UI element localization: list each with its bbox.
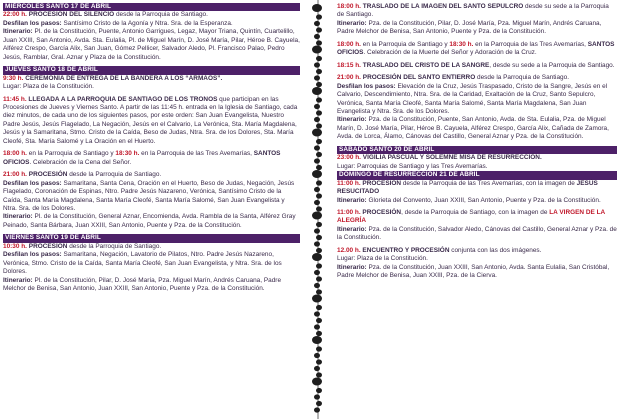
event-text: desde la Parroquia de Santiago. xyxy=(67,242,162,250)
date-header-viernes: VIERNES SANTO 19 DE ABRIL xyxy=(3,234,300,242)
rosary-bead-icon xyxy=(314,104,320,109)
rosary-bead-icon xyxy=(316,27,322,32)
rosary-bead-icon xyxy=(316,305,322,310)
itinerary-label: Itinerario: xyxy=(3,213,33,221)
rosary-bead-icon xyxy=(316,401,322,406)
rosary-bead-icon xyxy=(316,222,322,227)
event-time: 21:00 h. xyxy=(3,171,27,179)
event-vigilia-pascual xyxy=(337,154,617,171)
itinerary-label: Itinerario: xyxy=(337,225,367,233)
pasos-label: Desfilan los pasos: xyxy=(3,251,62,259)
event-text: en la Parroquia de las Tres Avemarías, xyxy=(139,150,254,158)
rosary-bead-icon xyxy=(316,263,322,268)
rosary-bead-icon xyxy=(316,331,322,336)
event-text: desde la Parroquia de Santiago. xyxy=(475,74,569,82)
rosary-bead-icon xyxy=(314,407,320,412)
event-text: desde la Parroquia de las Tres Avemarías, con la imagen de xyxy=(401,179,577,187)
rosary-bead-icon xyxy=(314,145,320,150)
rosary-bead-icon xyxy=(312,378,322,386)
pasos-text: Samaritana, Santa Cena, Oración en el Huerto, Beso de Judas, Negación, Jesús Flagelado, Coronación de Espinas, Ntro. Padre Jesús Nazareno, Verónica, Santísimo Cristo de la Caída, Santa María Magdalena, Santa María Cleofé, Santa María Salomé, San Juan Evangelista y Ntra. Sra. de los Dolores. xyxy=(3,179,295,212)
rosary-bead-icon xyxy=(312,336,322,344)
rosary-bead-icon xyxy=(316,346,322,351)
rosary-bead-icon xyxy=(316,206,322,211)
date-header-jueves: JUEVES SANTO 18 DE ABRIL xyxy=(3,66,300,74)
rosary-bead-icon xyxy=(316,318,322,323)
event-text: que participan en las Procesiones de Jueves y Viernes Santo. A partir de las 11:45 h. entrada en la Iglesia de Santiago, cada diez minutos, de cada uno de los siguientes pasos, por este orden: San Juan Evangelista, Nuestro Padre Jesús, Jesús Flagelado, La Negación, Jesús en el Calvario, La Verónica, Sta. María Magdalena, Jesús y la Samaritana, Stmo. Cristo de la Caída, Beso de Judas, Ntra. Sra. de los Dolores, Sta. María Cleofé, Sta. María Salomé y La Oración en el Huerto. xyxy=(3,95,298,145)
pasos-text: Santísimo Cristo de la Agonía y Ntra. Sra. de la Esperanza. xyxy=(61,19,233,27)
pasos-label: Desfilan los pasos: xyxy=(3,179,62,187)
event-time: 23:00 h. xyxy=(337,154,361,162)
pasos-label: Desfilan los pasos: xyxy=(337,82,396,90)
event-title: ENCUENTRO Y PROCESIÓN xyxy=(362,246,450,254)
rosary-bead-icon xyxy=(314,158,320,163)
rosary-bead-icon xyxy=(316,14,322,19)
event-title: SANTOS OFICIOS xyxy=(3,150,281,166)
rosary-bead-icon xyxy=(316,193,322,198)
event-title: VIGILIA PASCUAL Y SOLEMNE MISA DE RESURRECCIÓN. xyxy=(362,154,542,162)
event-image-name: JESÚS RESUCITADO xyxy=(337,179,598,196)
event-title: TRASLADO DEL CRISTO DE LA SANGRE xyxy=(362,61,490,69)
rosary-bead-icon xyxy=(312,170,322,178)
rosary-bead-icon xyxy=(314,62,320,67)
rosary-bead-icon xyxy=(314,283,320,288)
event-time: 9:30 h. xyxy=(3,74,24,82)
event-title: PROCESIÓN DEL SILENCIO xyxy=(28,11,115,19)
event-title: SANTOS OFICIOS xyxy=(337,40,615,57)
rosary-bead-icon xyxy=(312,46,322,54)
event-time: 12.00 h. xyxy=(337,246,361,254)
event-time: 11:00 h. xyxy=(337,179,361,187)
itinerary-text: Pza. de la Constitución, Puente, San Antonio, Avda. de Sta. Eulalia, Pza. de Miguel Marín, D. José María, Pilar, Héroe B. Cayuela, Alférez Crespo, García Alix, Cañada de Zamora, Avda. de Lorca, Álamo, Cánovas del Castillo, General Aznar y Pza. de la Constitución. xyxy=(337,116,609,141)
event-procesion-jueves xyxy=(3,171,300,230)
itinerary-label: Itinerario: xyxy=(337,116,367,124)
rosary-bead-icon xyxy=(314,228,320,233)
event-title: LLEGADA A LA PARROQUIA DE SANTIAGO DE LOS TRONOS xyxy=(28,95,218,103)
rosary-bead-icon xyxy=(316,235,322,240)
rosary-bead-icon xyxy=(316,97,322,102)
rosary-bead-icon xyxy=(316,165,322,170)
event-image-name: LA VIRGEN DE LA ALEGRÍA xyxy=(337,208,605,225)
pasos-text: Samaritana, Negación, Lavatorio de Pilatos, Ntro. Padre Jesús Nazareno, Verónica, Stmo. Cristo de la Caída, Santa María Cleofé, San Juan Evangelista, y Ntra. Sra. de los Dolores. xyxy=(3,251,282,276)
rosary-bead-icon xyxy=(316,388,322,393)
rosary-bead-icon xyxy=(314,187,320,192)
itinerary-text: Pl. de la Constitución, Pilar, D. José María, Pza. Miguel Marín, Andrés Caruana, Padre Melchor de Benisa, San Antonio, Juan XXIII, San Antonio, Puente y Pza. de la Constitución. xyxy=(3,276,282,293)
pasos-text: Elevación de la Cruz, Jesús Traspasado, Cristo de la Sangre, Jesús en el Calvario, Descendimiento, Ntra. Sra. de la Caridad, Exaltación de la Cruz, Santo Sepulcro, Verónica, Santa María Cleofé, Santa María Salomé, Santa María Magdalena, San Juan Evangelista y Ntra. Sra. de los Dolores. xyxy=(337,82,608,115)
event-time: 18:00 h. xyxy=(3,150,27,158)
rosary-bead-icon xyxy=(316,248,322,253)
rosary-bead-icon xyxy=(316,123,322,128)
event-santos-oficios-viernes xyxy=(337,41,617,58)
event-procesion-silencio xyxy=(3,11,300,62)
event-santos-oficios-jueves xyxy=(3,150,300,167)
rosary-divider-icon xyxy=(303,0,333,419)
rosary-bead-icon xyxy=(314,200,320,205)
date-header-domingo: DOMINGO DE RESURRECCIÓN 21 DE ABRIL xyxy=(337,171,617,179)
event-traslado-sepulcro xyxy=(337,3,617,37)
event-time: 18:00 h. xyxy=(337,40,361,48)
rosary-bead-icon xyxy=(314,311,320,316)
rosary-bead-icon xyxy=(314,75,320,80)
event-procesion-virgen-alegria xyxy=(337,209,617,243)
event-title: PROCESIÓN xyxy=(362,208,402,216)
rosary-bead-icon xyxy=(316,276,322,281)
rosary-bead-icon xyxy=(316,56,322,61)
event-location: Lugar: Plaza de la Constitución. xyxy=(3,83,94,91)
rosary-bead-icon xyxy=(314,34,320,39)
rosary-bead-icon xyxy=(314,353,320,358)
event-title: PROCESIÓN xyxy=(28,171,68,179)
event-time: 10:30 h. xyxy=(3,242,27,250)
itinerary-label: Itinerario: xyxy=(337,19,367,27)
event-text: en la Parroquia de las Tres Avemarías, xyxy=(473,40,588,48)
rosary-bead-icon xyxy=(312,212,322,220)
rosary-bead-icon xyxy=(312,4,322,12)
date-header-miercoles: MIÉRCOLES SANTO 17 DE ABRIL xyxy=(3,3,300,11)
event-entrega-bandera xyxy=(3,75,300,92)
event-traslado-cristo-sangre xyxy=(337,62,617,70)
event-title: CEREMONIA DE ENTREGA DE LA BANDERA A LOS “ARMAOS”. xyxy=(25,74,223,82)
event-location: Lugar: Plaza de la Constitución. xyxy=(337,255,428,263)
event-text: en la Parroquia de Santiago y xyxy=(360,40,450,48)
rosary-bead-icon xyxy=(314,241,320,246)
rosary-bead-icon xyxy=(312,87,322,95)
event-text: conjunta con las dos imágenes. xyxy=(449,246,542,254)
event-title: PROCESIÓN xyxy=(28,242,68,250)
rosary-bead-icon xyxy=(316,359,322,364)
event-location: Lugar: Parroquias de Santiago y las Tres Avemarías. xyxy=(337,162,488,170)
event-time: 11:00 h. xyxy=(337,208,361,216)
event-text: desde la Parroquia de Santiago. xyxy=(114,11,208,19)
itinerary-label: Itinerario: xyxy=(337,263,367,271)
rosary-bead-icon xyxy=(314,394,320,399)
event-title: PROCESIÓN DEL SANTO ENTIERRO xyxy=(362,74,476,82)
rosary-bead-icon xyxy=(314,324,320,329)
event-encuentro xyxy=(337,247,617,281)
rosary-bead-icon xyxy=(316,372,322,377)
itinerary-text: Pza. de la Constitución, Salvador Aledo, Cánovas del Castillo, General Aznar y Pza. de la Constitución. xyxy=(337,225,617,242)
event-time-2: 18:30 h. xyxy=(449,40,474,48)
event-time: 22:00 h. xyxy=(3,11,27,19)
rosary-bead-icon xyxy=(314,270,320,275)
itinerary-text: Glorieta del Convento, Juan XXIII, San Antonio, Puente y Pza. de la Constitución. xyxy=(366,196,601,204)
event-title: PROCESIÓN xyxy=(362,179,402,187)
itinerary-text: Pl. de la Constitución, General Aznar, Encomienda, Avda. Rambla de la Santa, Alférez Gray Peinado, Santa Bárbara, Juan XXIII, San Antonio, Puente y Pza. de la Constitución. xyxy=(3,213,296,229)
itinerary-text: Pza. de la Constitución, Juan XXIII, San Antonio, Avda. Santa Eulalia, San Cristóbal, Padre Melchor de Benisa, Juan XXIII, Pza. de la Cierva. xyxy=(337,263,610,280)
rosary-bead-icon xyxy=(316,152,322,157)
rosary-bead-icon xyxy=(314,366,320,371)
itinerary-label: Itinerario: xyxy=(3,276,33,284)
right-column xyxy=(337,3,617,281)
rosary-bead-icon xyxy=(314,117,320,122)
event-text: . Celebración de la Cena del Señor. xyxy=(29,158,132,166)
event-text: , desde la Parroquia de Santiago, con la imagen de xyxy=(401,208,550,216)
date-header-sabado: SÁBADO SANTO 20 DE ABRIL xyxy=(337,146,617,154)
event-time: 18:00 h. xyxy=(337,3,361,10)
event-time: 11:45 h. xyxy=(3,95,27,103)
rosary-bead-icon xyxy=(314,21,320,26)
rosary-bead-icon xyxy=(316,69,322,74)
event-time-2: 18:30 h. xyxy=(115,150,140,158)
rosary-bead-icon xyxy=(312,129,322,137)
pasos-label: Desfilan los pasos: xyxy=(3,19,62,27)
event-time: 21:00 h. xyxy=(337,74,361,82)
itinerary-label: Itinerario: xyxy=(3,28,33,36)
event-text: . Celebración de la Muerte del Señor y Adoración de la Cruz. xyxy=(363,49,537,57)
itinerary-text: Pza. de la Constitución, Pilar, D. José María, Pza. Miguel Marín, Andrés Caruana, Padre Melchor de Benisa, San Antonio, Puente y Pza. de la Constitución. xyxy=(337,19,602,36)
rosary-bead-icon xyxy=(316,110,322,115)
event-llegada-tronos xyxy=(3,96,300,147)
event-title: TRASLADO DE LA IMAGEN DEL SANTO SEPULCRO xyxy=(362,3,524,10)
rosary-bead-icon xyxy=(316,139,322,144)
rosary-bead-icon xyxy=(316,40,322,45)
itinerary-text: Pl. de la Constitución, Puente, Antonio Garrigues, Legaz, Mayor Triana, Quintín, Cuartelillo, Juan XXIII, San Antonio, Avda. Sta. Eulalia, Pl. de Miguel Marín, D. José María, Pilar, Héroe B. Cayuela, Alférez Crespo, García Alix, San Juan, Gómez Pellicer, Salvador Aledo, Pl. Francisco Palao, Pedro Jesús, Ramblar, Gral. Aznar y Plaza de la Constitución. xyxy=(3,28,300,61)
rosary-bead-icon xyxy=(312,295,322,303)
event-santo-entierro xyxy=(337,74,617,142)
event-procesion-viernes-manana xyxy=(3,243,300,294)
rosary-bead-icon xyxy=(316,180,322,185)
left-column xyxy=(3,3,300,294)
event-text: desde la Parroquia de Santiago. xyxy=(67,171,162,179)
rosary-bead-icon xyxy=(316,82,322,87)
event-procesion-resucitado xyxy=(337,180,617,205)
itinerary-label: Itinerario: xyxy=(337,196,367,204)
event-text: desde su sede a la Parroquia de Santiago. xyxy=(337,3,609,19)
event-text: en la Parroquia de Santiago y xyxy=(26,150,116,158)
event-time: 18:15 h. xyxy=(337,61,361,69)
event-text: , desde su sede a la Parroquia de Santiago. xyxy=(489,61,615,69)
rosary-bead-icon xyxy=(316,289,322,294)
rosary-bead-icon xyxy=(312,253,322,261)
